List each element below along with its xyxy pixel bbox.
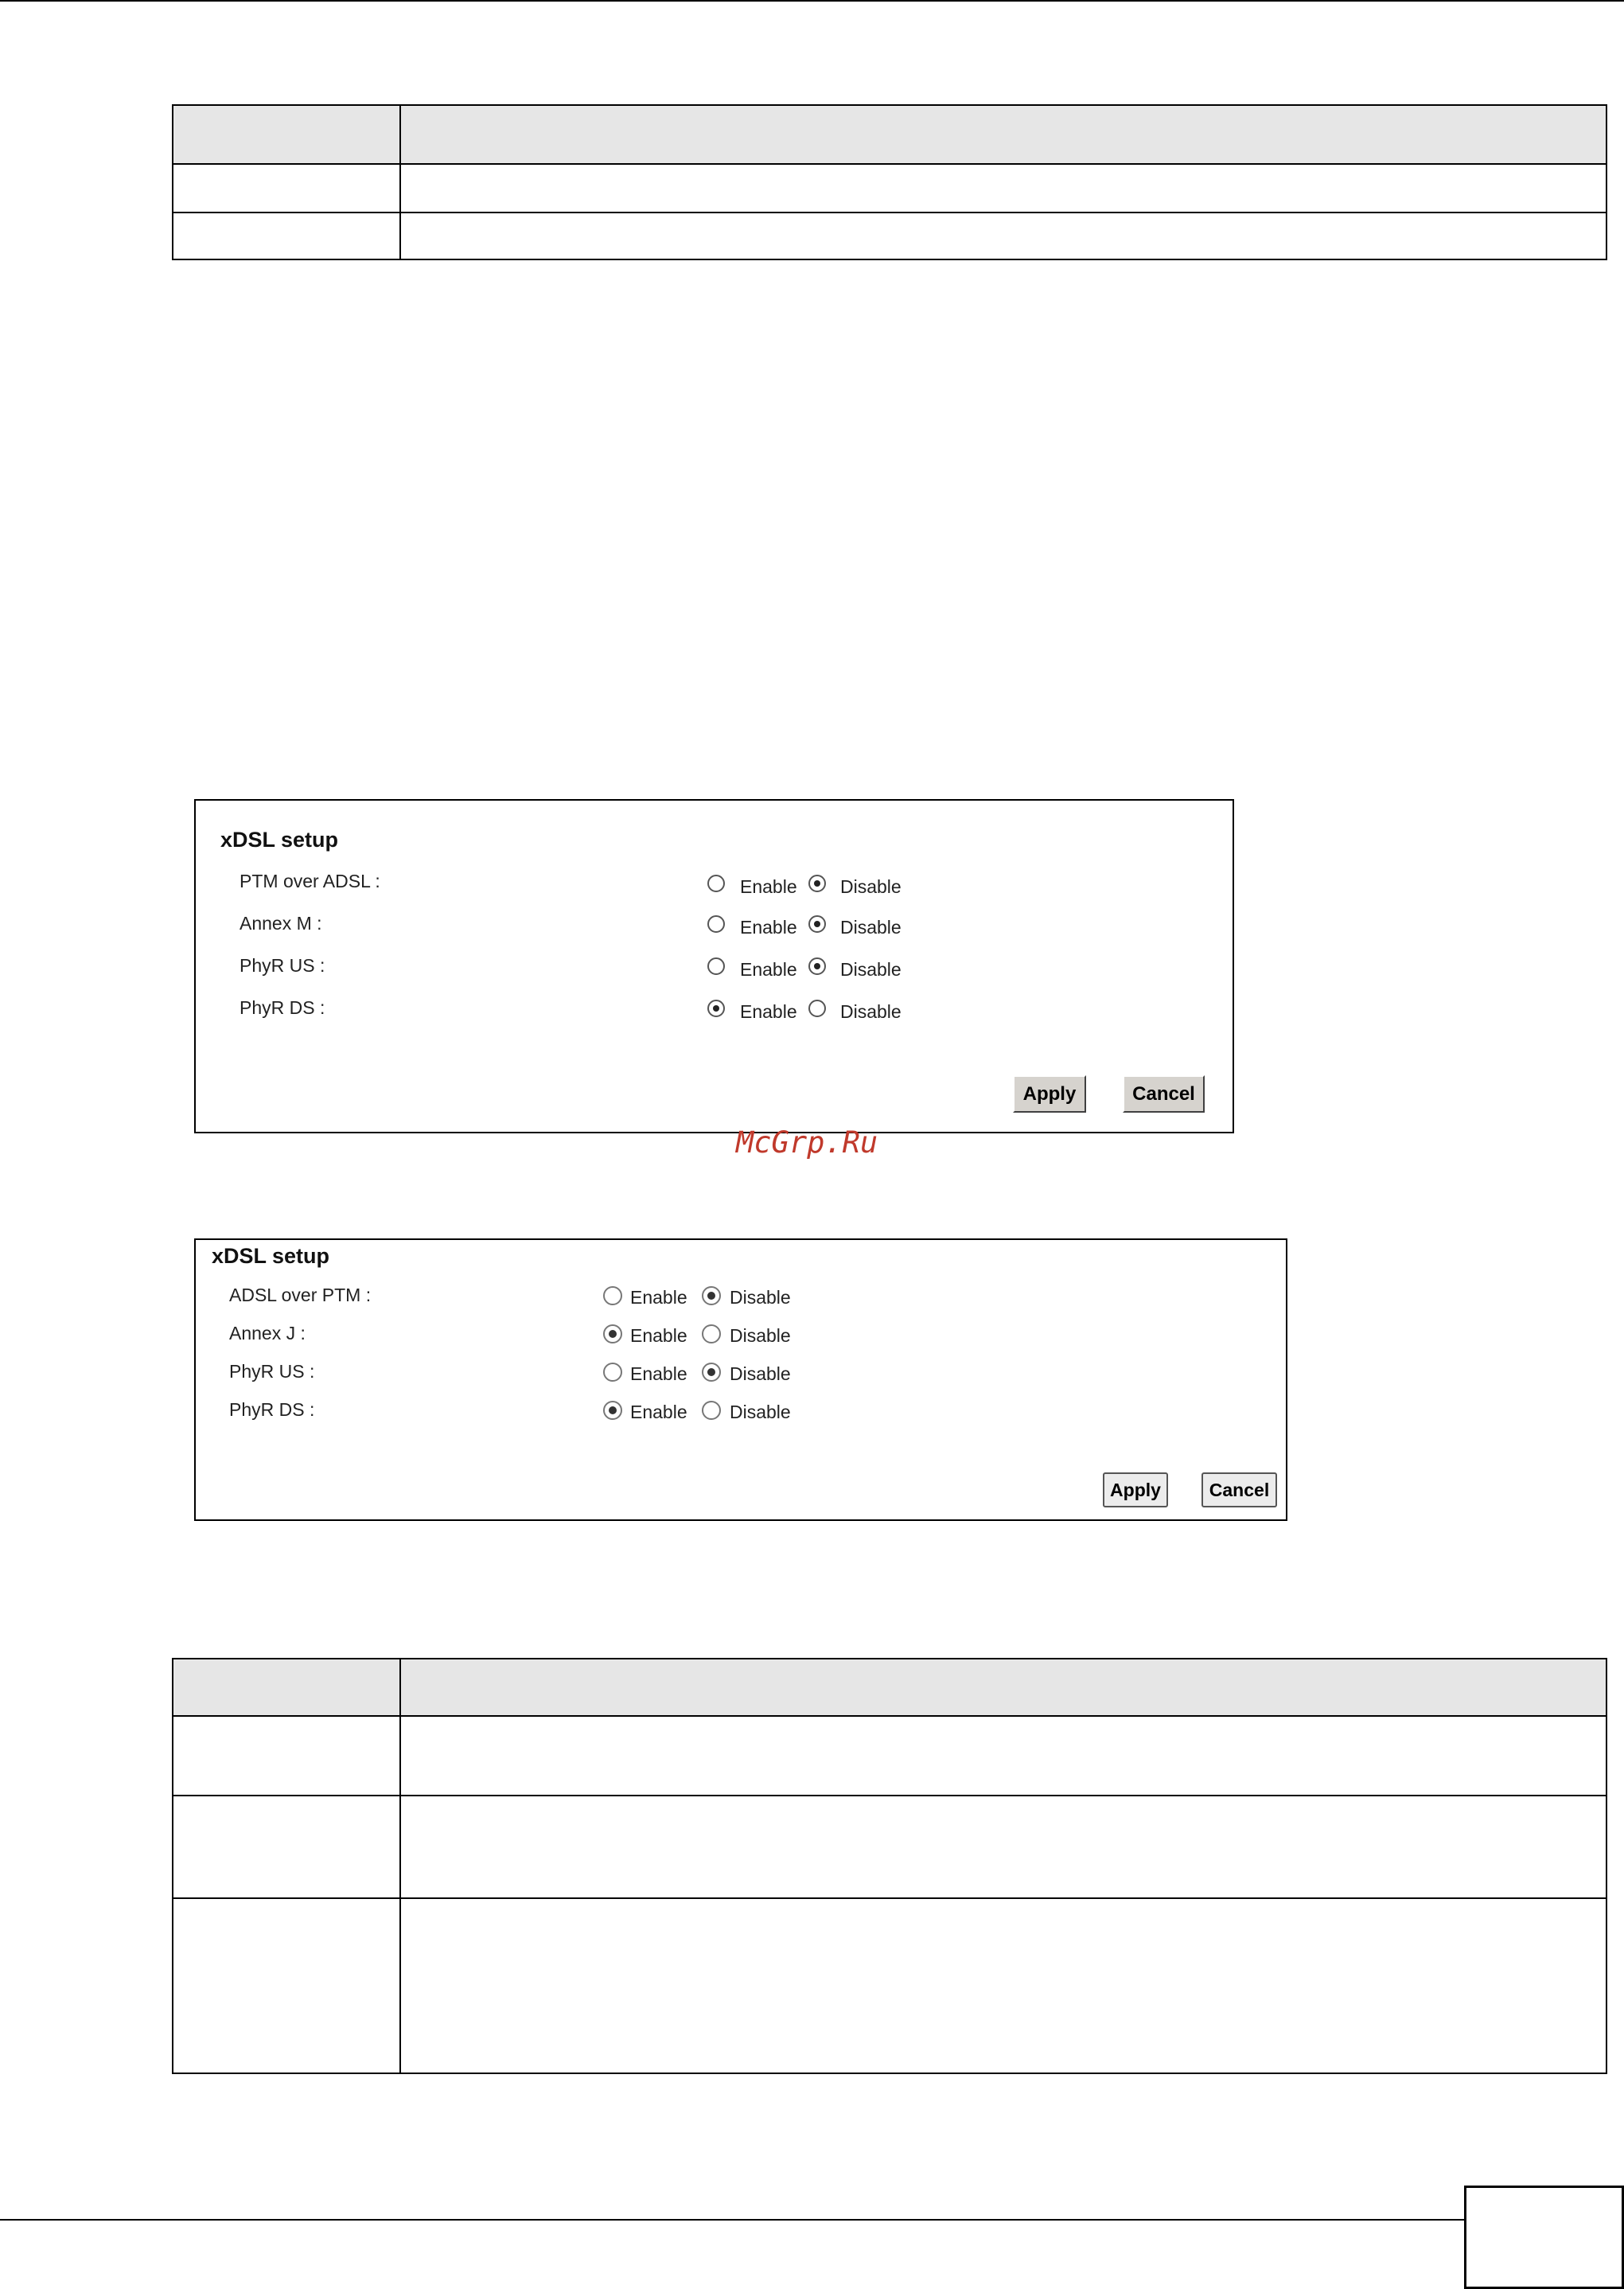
table-row [173, 1796, 1606, 1898]
option-label-enable: Enable [740, 917, 797, 938]
option-label-disable: Disable [840, 1001, 902, 1022]
row-label-phyr-ds: PhyR DS : [229, 1399, 315, 1420]
radio-annex-m-disable[interactable] [808, 915, 826, 933]
table-cell [400, 1796, 1606, 1898]
radio-phyr-ds-enable[interactable] [707, 1000, 725, 1017]
option-label-enable: Enable [630, 1287, 687, 1308]
radio-phyr-us-disable[interactable] [702, 1363, 721, 1382]
radio-ptm-disable[interactable] [808, 875, 826, 892]
table-cell [173, 164, 400, 213]
panel-title: xDSL setup [212, 1244, 330, 1268]
apply-button[interactable]: Apply [1013, 1075, 1086, 1113]
xdsl-setup-panel-adsl [194, 1238, 1287, 1521]
xdsl-setup-panel-ptm [194, 799, 1234, 1133]
option-label-enable: Enable [740, 959, 797, 980]
option-label-enable: Enable [630, 1402, 687, 1422]
table-header-row [173, 1659, 1606, 1716]
row-label-annex-m: Annex M : [240, 913, 322, 934]
radio-phyr-ds-disable[interactable] [702, 1401, 721, 1420]
table-cell [173, 1716, 400, 1796]
table-cell [400, 213, 1606, 259]
radio-adsl-ptm-enable[interactable] [603, 1286, 622, 1305]
table-header-cell [400, 105, 1606, 164]
option-label-enable: Enable [630, 1325, 687, 1346]
panel-title: xDSL setup [220, 828, 339, 852]
table-cell [400, 1898, 1606, 2073]
table-row [173, 213, 1606, 259]
table-cell [173, 1898, 400, 2073]
row-label-phyr-us: PhyR US : [229, 1361, 315, 1382]
option-label-disable: Disable [840, 959, 902, 980]
radio-annex-m-enable[interactable] [707, 915, 725, 933]
table-header-cell [173, 1659, 400, 1716]
radio-phyr-ds-disable[interactable] [808, 1000, 826, 1017]
table-row [173, 1898, 1606, 2073]
row-label-phyr-ds: PhyR DS : [240, 997, 325, 1018]
option-label-enable: Enable [630, 1363, 687, 1384]
radio-phyr-us-enable[interactable] [603, 1363, 622, 1382]
row-label-annex-j: Annex J : [229, 1323, 306, 1343]
table-cell [400, 1716, 1606, 1796]
table-cell [173, 213, 400, 259]
radio-phyr-ds-enable[interactable] [603, 1401, 622, 1420]
row-label-ptm-over-adsl: PTM over ADSL : [240, 871, 380, 891]
option-label-disable: Disable [730, 1287, 791, 1308]
radio-phyr-us-enable[interactable] [707, 957, 725, 975]
table-row [173, 164, 1606, 213]
row-label-phyr-us: PhyR US : [240, 955, 325, 976]
bottom-table [172, 1658, 1607, 2074]
footer-rule [0, 2219, 1464, 2221]
table-header-cell [173, 105, 400, 164]
option-label-disable: Disable [840, 876, 902, 897]
option-label-disable: Disable [840, 917, 902, 938]
radio-annex-j-enable[interactable] [603, 1324, 622, 1343]
option-label-disable: Disable [730, 1363, 791, 1384]
top-table [172, 104, 1607, 260]
apply-button[interactable]: Apply [1103, 1472, 1168, 1507]
watermark: McGrp.Ru [736, 1125, 878, 1160]
radio-ptm-enable[interactable] [707, 875, 725, 892]
cancel-button[interactable]: Cancel [1123, 1075, 1205, 1113]
top-rule [0, 0, 1624, 2]
table-header-row [173, 105, 1606, 164]
option-label-enable: Enable [740, 876, 797, 897]
option-label-enable: Enable [740, 1001, 797, 1022]
table-cell [400, 164, 1606, 213]
page-number-box [1464, 2186, 1624, 2289]
table-cell [173, 1796, 400, 1898]
radio-annex-j-disable[interactable] [702, 1324, 721, 1343]
radio-phyr-us-disable[interactable] [808, 957, 826, 975]
radio-adsl-ptm-disable[interactable] [702, 1286, 721, 1305]
table-header-cell [400, 1659, 1606, 1716]
option-label-disable: Disable [730, 1402, 791, 1422]
table-row [173, 1716, 1606, 1796]
cancel-button[interactable]: Cancel [1201, 1472, 1277, 1507]
option-label-disable: Disable [730, 1325, 791, 1346]
row-label-adsl-over-ptm: ADSL over PTM : [229, 1285, 372, 1305]
